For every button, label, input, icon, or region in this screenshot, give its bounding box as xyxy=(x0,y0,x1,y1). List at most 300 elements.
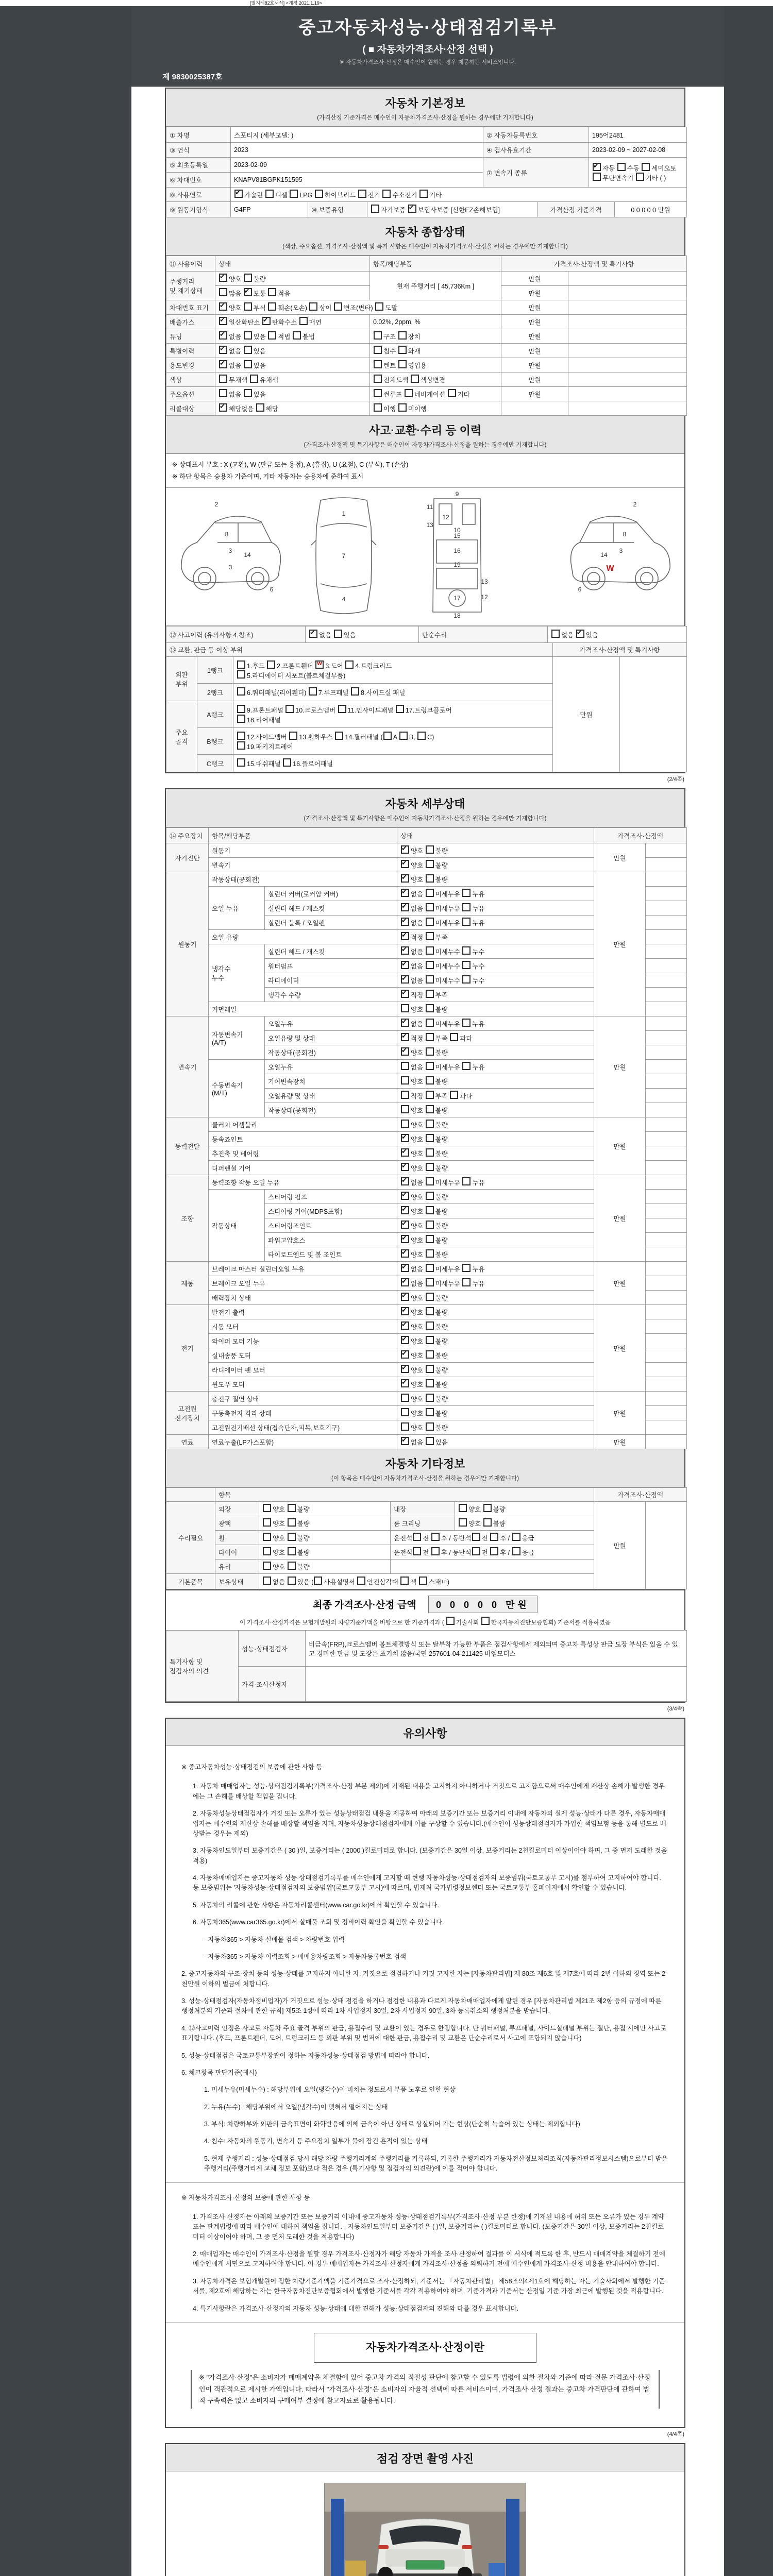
checkbox[interactable] xyxy=(462,1019,470,1027)
item-state[interactable]: ✔ 양호 불량 xyxy=(397,1190,594,1204)
item-state[interactable]: ✔ 없음 미세누유 누유 xyxy=(397,887,594,901)
checkbox[interactable] xyxy=(374,403,382,412)
item-state[interactable]: ✔ 양호 불량 xyxy=(397,1334,594,1348)
item-state[interactable]: ✔ 없음 미세누유 누유 xyxy=(397,1276,594,1291)
item-state[interactable]: ✔ 양호 불량 xyxy=(397,1319,594,1334)
item-state[interactable]: ✔ 없음 미세누유 누유 xyxy=(397,1175,594,1190)
label-fuel: ⑧ 사용연료 xyxy=(166,188,231,202)
checkbox[interactable] xyxy=(268,331,276,340)
repair-item-state[interactable]: 양호 불량 xyxy=(259,1502,391,1516)
checkbox[interactable] xyxy=(283,758,291,767)
checkbox[interactable] xyxy=(401,1408,409,1416)
item-state[interactable]: 양호 불량 xyxy=(397,1103,594,1117)
checkbox[interactable] xyxy=(263,1504,271,1512)
checkbox[interactable] xyxy=(459,1518,467,1527)
checkbox[interactable] xyxy=(219,375,227,383)
checkbox[interactable] xyxy=(244,389,252,397)
item-state[interactable]: ✔ 없음 미세누유 누유 xyxy=(397,916,594,930)
checkbox[interactable] xyxy=(426,946,434,955)
checkbox[interactable] xyxy=(237,741,245,750)
value-fuel[interactable]: ✔ 가솔린 디젤 LPG 하이브리드 전기 수소전기 기타 xyxy=(231,188,687,202)
checkbox[interactable] xyxy=(237,732,245,740)
item-state[interactable]: 양호 불량 xyxy=(397,1117,594,1132)
checkbox[interactable] xyxy=(426,1321,434,1330)
checkbox-checked[interactable] xyxy=(401,889,409,897)
checkbox-checked[interactable] xyxy=(401,1177,409,1185)
checkbox[interactable] xyxy=(309,687,317,696)
item-state[interactable]: ✔ 양호 불량 xyxy=(397,1132,594,1146)
checkbox-checked[interactable] xyxy=(244,288,252,296)
checkbox[interactable] xyxy=(426,1033,434,1041)
checkbox[interactable] xyxy=(401,1394,409,1402)
checkbox[interactable] xyxy=(426,1437,434,1445)
checkbox-checked[interactable] xyxy=(219,317,227,325)
row-item[interactable]: 이행 미이행 xyxy=(370,401,501,416)
checkbox[interactable] xyxy=(265,190,274,198)
item-state[interactable]: ✔ 없음 미세누수 누수 xyxy=(397,959,594,973)
checkbox[interactable] xyxy=(413,1547,421,1555)
checkbox[interactable] xyxy=(244,274,252,282)
checkbox[interactable] xyxy=(398,403,407,412)
checkbox[interactable] xyxy=(334,630,342,638)
checkbox[interactable] xyxy=(462,946,470,955)
row-item[interactable]: 침수 화재 xyxy=(370,344,501,358)
checkbox[interactable] xyxy=(244,302,252,311)
checkbox[interactable] xyxy=(267,660,275,669)
checkbox[interactable] xyxy=(426,874,434,883)
item-state[interactable]: ✔ 없음 미세누유 누유 xyxy=(397,901,594,916)
checkbox-checked[interactable] xyxy=(401,1235,409,1243)
row-state[interactable]: ✔ 없음 있음 xyxy=(215,358,370,372)
checkbox[interactable] xyxy=(374,360,382,368)
checkbox[interactable] xyxy=(244,331,252,340)
item-state[interactable]: ✔ 양호 불량 xyxy=(397,1161,594,1175)
checkbox[interactable] xyxy=(288,1504,296,1512)
svg-text:8: 8 xyxy=(623,531,627,538)
checkbox[interactable] xyxy=(426,961,434,969)
checkbox[interactable] xyxy=(481,1617,490,1625)
checkbox[interactable] xyxy=(263,1518,271,1527)
checkbox[interactable] xyxy=(426,1365,434,1373)
checkbox[interactable] xyxy=(237,758,245,767)
item-state[interactable]: ✔ 양호 불량 xyxy=(397,1247,594,1262)
item-state[interactable]: ✔ 없음 미세누수 누수 xyxy=(397,973,594,988)
item-state[interactable]: 양호 불량 xyxy=(397,1002,594,1016)
checkbox-checked[interactable] xyxy=(401,1336,409,1344)
checkbox[interactable] xyxy=(426,1105,434,1113)
checkbox[interactable] xyxy=(358,190,366,198)
checkbox[interactable] xyxy=(459,1504,467,1512)
item-state[interactable]: ✔ 양호 불량 xyxy=(397,843,594,858)
repair-item-detail[interactable] xyxy=(391,1560,594,1574)
checkbox[interactable] xyxy=(426,903,434,911)
item-state[interactable]: 양호 불량 xyxy=(397,1406,594,1420)
checkbox[interactable] xyxy=(288,1547,296,1555)
checkbox-checked[interactable] xyxy=(401,1192,409,1200)
checkbox[interactable] xyxy=(405,389,413,397)
checkbox[interactable] xyxy=(263,1577,271,1585)
group-note xyxy=(646,916,687,930)
checkbox[interactable] xyxy=(299,317,308,325)
checkbox[interactable] xyxy=(237,660,245,669)
checkbox[interactable] xyxy=(636,173,644,181)
checkbox-checked[interactable] xyxy=(401,1365,409,1373)
checkbox[interactable] xyxy=(244,346,252,354)
checkbox[interactable] xyxy=(400,1577,409,1585)
checkbox[interactable] xyxy=(338,705,346,713)
repair-item-state[interactable]: 양호 불량 xyxy=(259,1531,391,1545)
checkbox[interactable] xyxy=(431,1547,440,1555)
checkbox[interactable] xyxy=(351,687,359,696)
checkbox-checked[interactable] xyxy=(401,1278,409,1286)
row-state[interactable]: ✔ 없음 있음 xyxy=(215,344,370,358)
checkbox[interactable] xyxy=(237,670,245,679)
checkbox[interactable] xyxy=(426,1206,434,1214)
rank-items[interactable]: 12.사이드멤버 13.휠하우스 14.필러패널 ( A B, C) 19.패키지트레이 xyxy=(233,728,553,755)
item-state[interactable]: ✔ 양호 불량 xyxy=(397,1363,594,1377)
checkbox[interactable] xyxy=(490,1533,498,1541)
repair-item-state-2[interactable]: 양호 불량 xyxy=(455,1516,594,1531)
basic-info-subtitle: (가격산정 기준가격은 매수인이 자동차가격조사·산정을 원하는 경우에만 기재합니다) xyxy=(317,115,533,121)
item-state[interactable]: ✔ 양호 불량 xyxy=(397,858,594,872)
repair-item-state[interactable]: 양호 불량 xyxy=(259,1516,391,1531)
checkbox[interactable] xyxy=(374,389,382,397)
checkbox[interactable] xyxy=(426,1278,434,1286)
value-accident-history[interactable]: ✔ 없음 있음 xyxy=(306,626,419,643)
checkbox[interactable] xyxy=(426,1336,434,1344)
checkbox[interactable] xyxy=(315,190,323,198)
vehicle-views-svg xyxy=(166,491,685,620)
checkbox-checked[interactable] xyxy=(401,903,409,911)
checkbox-checked[interactable] xyxy=(401,1264,409,1272)
rank-items[interactable]: 15.대쉬패널 16.플로어패널 xyxy=(233,755,553,772)
checkbox-checked[interactable] xyxy=(401,1249,409,1258)
checkbox[interactable] xyxy=(426,1091,434,1099)
checkbox[interactable] xyxy=(426,1293,434,1301)
checkbox[interactable] xyxy=(237,705,245,713)
checkbox[interactable] xyxy=(462,903,470,911)
basic-items-state[interactable]: 없음 있음 ( 사용설명서 안전삼각대 잭 스패너) xyxy=(259,1574,594,1589)
checkbox[interactable] xyxy=(483,1518,492,1527)
checkbox[interactable] xyxy=(472,1533,480,1541)
checkbox[interactable] xyxy=(426,1163,434,1171)
checkbox[interactable] xyxy=(426,932,434,940)
repair-item-detail[interactable]: 운전석 전 후 / 동반석 전 후 / 응급 xyxy=(391,1545,594,1560)
checkbox[interactable] xyxy=(462,918,470,926)
checkbox[interactable] xyxy=(426,1076,434,1084)
checkbox[interactable] xyxy=(426,975,434,984)
checkbox[interactable] xyxy=(314,1577,322,1585)
item-state[interactable]: ✔ 없음 미세누유 누유 xyxy=(397,1016,594,1031)
checkbox[interactable] xyxy=(268,288,276,296)
repair-item-detail[interactable]: 운전석 전 후 / 동반석 전 후 / 응급 xyxy=(391,1531,594,1545)
checkbox[interactable] xyxy=(334,302,342,311)
checkbox[interactable] xyxy=(426,1394,434,1402)
checkbox[interactable] xyxy=(450,1091,458,1099)
checkbox-checked[interactable] xyxy=(401,990,409,998)
checkbox[interactable] xyxy=(293,331,301,340)
checkbox[interactable] xyxy=(426,990,434,998)
checkbox[interactable] xyxy=(345,660,354,669)
checkbox[interactable] xyxy=(426,1192,434,1200)
checkbox[interactable] xyxy=(244,360,252,368)
checkbox[interactable] xyxy=(426,1062,434,1070)
checkbox-checked[interactable] xyxy=(219,403,227,412)
rank-items[interactable]: 6.쿼터패널(리어휀더) 7.루프패널 8.사이드실 패널 xyxy=(233,684,553,701)
checkbox[interactable] xyxy=(512,1547,520,1555)
checkbox[interactable] xyxy=(426,1422,434,1431)
checkbox[interactable] xyxy=(335,732,343,740)
checkbox[interactable] xyxy=(426,1307,434,1315)
checkbox-checked[interactable] xyxy=(219,302,227,311)
row-item[interactable]: 렌트 영업용 xyxy=(370,358,501,372)
checkbox-checked[interactable] xyxy=(219,360,227,368)
checkbox-checked[interactable] xyxy=(401,1134,409,1142)
checkbox[interactable] xyxy=(483,1504,492,1512)
checkbox[interactable] xyxy=(288,1562,296,1570)
checkbox[interactable] xyxy=(426,1221,434,1229)
checkbox-checked[interactable] xyxy=(401,1019,409,1027)
row-note xyxy=(568,401,687,416)
checkbox-checked[interactable] xyxy=(401,1321,409,1330)
repair-item-state[interactable]: 양호 불량 xyxy=(259,1545,391,1560)
checkbox[interactable] xyxy=(268,302,276,311)
checkbox[interactable] xyxy=(288,1577,296,1585)
checkbox[interactable] xyxy=(462,961,470,969)
item-state[interactable]: ✔ 적정 부족 xyxy=(397,988,594,1002)
checkbox-checked[interactable] xyxy=(401,1379,409,1387)
checkbox[interactable] xyxy=(413,1533,421,1541)
checkbox[interactable] xyxy=(462,1264,470,1272)
checkbox[interactable] xyxy=(285,705,294,713)
checkbox-checked[interactable] xyxy=(401,946,409,955)
checkbox[interactable] xyxy=(290,190,298,198)
item-state[interactable]: 없음 미세누유 누유 xyxy=(397,1060,594,1074)
checkbox[interactable] xyxy=(309,302,317,311)
checkbox[interactable] xyxy=(288,1518,296,1527)
checkbox-checked[interactable] xyxy=(401,975,409,984)
checkbox[interactable] xyxy=(401,1422,409,1431)
item-state[interactable]: ✔ 없음 미세누수 누수 xyxy=(397,944,594,959)
row-state[interactable]: 없음 있음 xyxy=(215,387,370,401)
row-state[interactable]: ✔ 양호 부식 훼손(오손) 상이 변조(변타) 도말 xyxy=(215,300,501,315)
checkbox-checked[interactable] xyxy=(576,630,584,638)
row-item[interactable]: 썬루프 네비게이션 기타 xyxy=(370,387,501,401)
checkbox[interactable] xyxy=(374,346,382,354)
item-state[interactable]: ✔ 양호 불량 xyxy=(397,1377,594,1392)
row-state[interactable]: ✔ 없음 있음 적법 불법 xyxy=(215,329,370,344)
checkbox[interactable] xyxy=(374,331,382,340)
checkbox[interactable] xyxy=(263,1547,271,1555)
checkbox[interactable] xyxy=(426,1120,434,1128)
checkbox[interactable] xyxy=(383,732,392,740)
checkbox[interactable] xyxy=(426,918,434,926)
item-state[interactable]: ✔ 양호 불량 xyxy=(397,1233,594,1247)
checkbox[interactable] xyxy=(431,1533,440,1541)
checkbox[interactable] xyxy=(250,375,258,383)
checkbox[interactable] xyxy=(426,1047,434,1056)
checkbox[interactable] xyxy=(426,845,434,854)
rank-items[interactable]: 9.프론트패널 10.크로스멤버 11.인사이드패널 17.트렁크플로어 18.리어패널 xyxy=(233,701,553,728)
checkbox[interactable] xyxy=(426,1350,434,1359)
checkbox[interactable] xyxy=(426,1177,434,1185)
checkbox-checked[interactable] xyxy=(401,1350,409,1359)
checkbox-checked[interactable] xyxy=(401,1206,409,1214)
checkbox-checked[interactable] xyxy=(219,346,227,354)
checkbox[interactable] xyxy=(448,389,456,397)
checkbox[interactable] xyxy=(426,1134,434,1142)
checkbox-checked[interactable] xyxy=(219,274,227,282)
checkbox-checked[interactable] xyxy=(401,1033,409,1041)
checkbox[interactable] xyxy=(417,732,426,740)
checkbox-checked[interactable] xyxy=(309,630,317,638)
checkbox-checked[interactable] xyxy=(401,1047,409,1056)
checkbox-checked[interactable] xyxy=(401,1293,409,1301)
checkbox[interactable] xyxy=(462,889,470,897)
checkbox-checked[interactable] xyxy=(401,845,409,854)
row-item[interactable]: 전체도색 색상변경 xyxy=(370,372,501,387)
row-item[interactable]: 구조 장치 xyxy=(370,329,501,344)
item-state[interactable]: 적정 부족 과다 xyxy=(397,1089,594,1103)
checkbox-checked[interactable] xyxy=(401,1437,409,1445)
checkbox[interactable] xyxy=(419,1577,427,1585)
checkbox[interactable] xyxy=(472,1547,480,1555)
checkbox[interactable] xyxy=(382,190,391,198)
checkbox-checked[interactable] xyxy=(262,317,271,325)
item-state[interactable]: ✔ 양호 불량 xyxy=(397,1204,594,1218)
item-state[interactable]: ✔ 적정 부족 과다 xyxy=(397,1031,594,1045)
checkbox[interactable] xyxy=(398,360,407,368)
item-state[interactable]: 양호 불량 xyxy=(397,1420,594,1435)
checkbox[interactable] xyxy=(426,1235,434,1243)
item-state[interactable]: ✔ 없음 미세누유 누유 xyxy=(397,1262,594,1276)
row-state[interactable]: 무채색 유채색 xyxy=(215,372,370,387)
item-state[interactable]: ✔ 적정 부족 xyxy=(397,930,594,944)
checkbox[interactable] xyxy=(256,403,264,412)
checkbox[interactable] xyxy=(551,630,560,638)
checkbox-checked[interactable] xyxy=(219,331,227,340)
repair-item-state[interactable]: 양호 불량 xyxy=(259,1560,391,1574)
checkbox[interactable] xyxy=(593,173,601,181)
checkbox[interactable] xyxy=(399,732,408,740)
checkbox[interactable] xyxy=(426,889,434,897)
checkbox[interactable] xyxy=(426,1249,434,1258)
item-state[interactable]: ✔ 양호 불량 xyxy=(397,1146,594,1161)
checkbox[interactable] xyxy=(374,375,382,383)
checkbox[interactable] xyxy=(411,375,419,383)
checkbox[interactable] xyxy=(617,163,626,171)
row-item[interactable]: 0.02%, 2ppm, % xyxy=(370,315,501,329)
item-state[interactable]: ✔ 양호 불량 xyxy=(397,1218,594,1233)
item-state[interactable]: 양호 불량 xyxy=(397,1074,594,1089)
item-state[interactable]: ✔ 양호 불량 xyxy=(397,1305,594,1319)
checkbox-checked[interactable] xyxy=(401,1307,409,1315)
checkbox-checked[interactable] xyxy=(401,1221,409,1229)
checkbox[interactable] xyxy=(512,1533,520,1541)
checkbox[interactable] xyxy=(401,1076,409,1084)
checkbox-checked[interactable] xyxy=(401,874,409,883)
checkbox-checked[interactable] xyxy=(593,163,601,171)
checkbox[interactable] xyxy=(419,190,428,198)
checkbox[interactable] xyxy=(237,687,245,696)
checkbox[interactable] xyxy=(375,302,383,311)
checkbox[interactable] xyxy=(263,1533,271,1541)
checkbox-checked[interactable] xyxy=(234,190,243,198)
checkbox[interactable] xyxy=(642,163,650,171)
checkbox[interactable] xyxy=(426,1379,434,1387)
checkbox-checked[interactable] xyxy=(408,205,416,213)
checkbox[interactable] xyxy=(288,1533,296,1541)
checkbox[interactable] xyxy=(401,1105,409,1113)
checkbox-checked[interactable] xyxy=(401,1148,409,1157)
row-state[interactable]: ✔양호 불량 xyxy=(215,272,370,286)
checkbox[interactable] xyxy=(426,1019,434,1027)
checkbox-w-marker[interactable] xyxy=(315,660,324,669)
checkbox[interactable] xyxy=(426,1004,434,1012)
checkbox[interactable] xyxy=(401,1120,409,1128)
checkbox[interactable] xyxy=(396,705,404,713)
rank-items[interactable]: 1.후드 2.프론트휀더 w3.도어 4.트렁크리드 5.라디에이터 서포트(볼트체결부품) xyxy=(233,657,553,684)
checkbox-checked[interactable] xyxy=(401,918,409,926)
checkbox[interactable] xyxy=(426,860,434,868)
item-label: 충전구 절연 상태 xyxy=(209,1392,397,1406)
row-note xyxy=(568,358,687,372)
item-state[interactable]: ✔ 없음 있음 xyxy=(397,1435,594,1449)
subitem-label: 작동상태(공회전) xyxy=(265,1103,397,1117)
checkbox[interactable] xyxy=(357,1577,365,1585)
row-state[interactable]: 많음 ✔보통 적음 xyxy=(215,286,370,300)
checkbox[interactable] xyxy=(490,1547,498,1555)
checkbox-checked[interactable] xyxy=(401,1163,409,1171)
repair-item-state-2[interactable]: 양호 불량 xyxy=(455,1502,594,1516)
checkbox[interactable] xyxy=(219,288,227,296)
item-state[interactable]: ✔ 양호 불량 xyxy=(397,1291,594,1305)
checkbox[interactable] xyxy=(462,1177,470,1185)
checkbox-checked[interactable] xyxy=(401,860,409,868)
row-state[interactable]: ✔ 해당없음 해당 xyxy=(215,401,370,416)
checkbox[interactable] xyxy=(462,975,470,984)
checkbox[interactable] xyxy=(446,1617,455,1625)
checkbox-checked[interactable] xyxy=(401,932,409,940)
checkbox[interactable] xyxy=(401,1091,409,1099)
checkbox[interactable] xyxy=(426,1408,434,1416)
item-state[interactable]: ✔ 양호 불량 xyxy=(397,1045,594,1060)
checkbox[interactable] xyxy=(219,389,227,397)
checkbox[interactable] xyxy=(401,1004,409,1012)
value-warranty-type[interactable]: 자가보증 ✔보험사보증 [신한EZ손해보험] xyxy=(367,202,537,217)
checkbox-checked[interactable] xyxy=(401,961,409,969)
header-state: 상태 xyxy=(215,256,370,272)
checkbox[interactable] xyxy=(462,1062,470,1070)
checkbox[interactable] xyxy=(237,715,245,723)
item-state[interactable]: ✔ 양호 불량 xyxy=(397,1348,594,1363)
item-state[interactable]: 양호 불량 xyxy=(397,1392,594,1406)
checkbox[interactable] xyxy=(398,331,407,340)
checkbox[interactable] xyxy=(398,346,407,354)
checkbox[interactable] xyxy=(289,732,297,740)
checkbox[interactable] xyxy=(426,1264,434,1272)
checkbox[interactable] xyxy=(263,1562,271,1570)
checkbox[interactable] xyxy=(371,205,379,213)
checkbox[interactable] xyxy=(462,1278,470,1286)
checkbox[interactable] xyxy=(450,1033,458,1041)
value-simple-repair[interactable]: 없음 ✔있음 xyxy=(548,626,687,643)
value-transmission[interactable]: ✔자동 수동 세미오토 무단변속기 기타 ( ) xyxy=(589,158,687,188)
checkbox[interactable] xyxy=(426,1148,434,1157)
checkbox[interactable] xyxy=(401,1062,409,1070)
item-state[interactable]: ✔ 양호 불량 xyxy=(397,872,594,887)
row-state[interactable]: ✔ 일산화탄소 ✔탄화수소 매연 xyxy=(215,315,370,329)
